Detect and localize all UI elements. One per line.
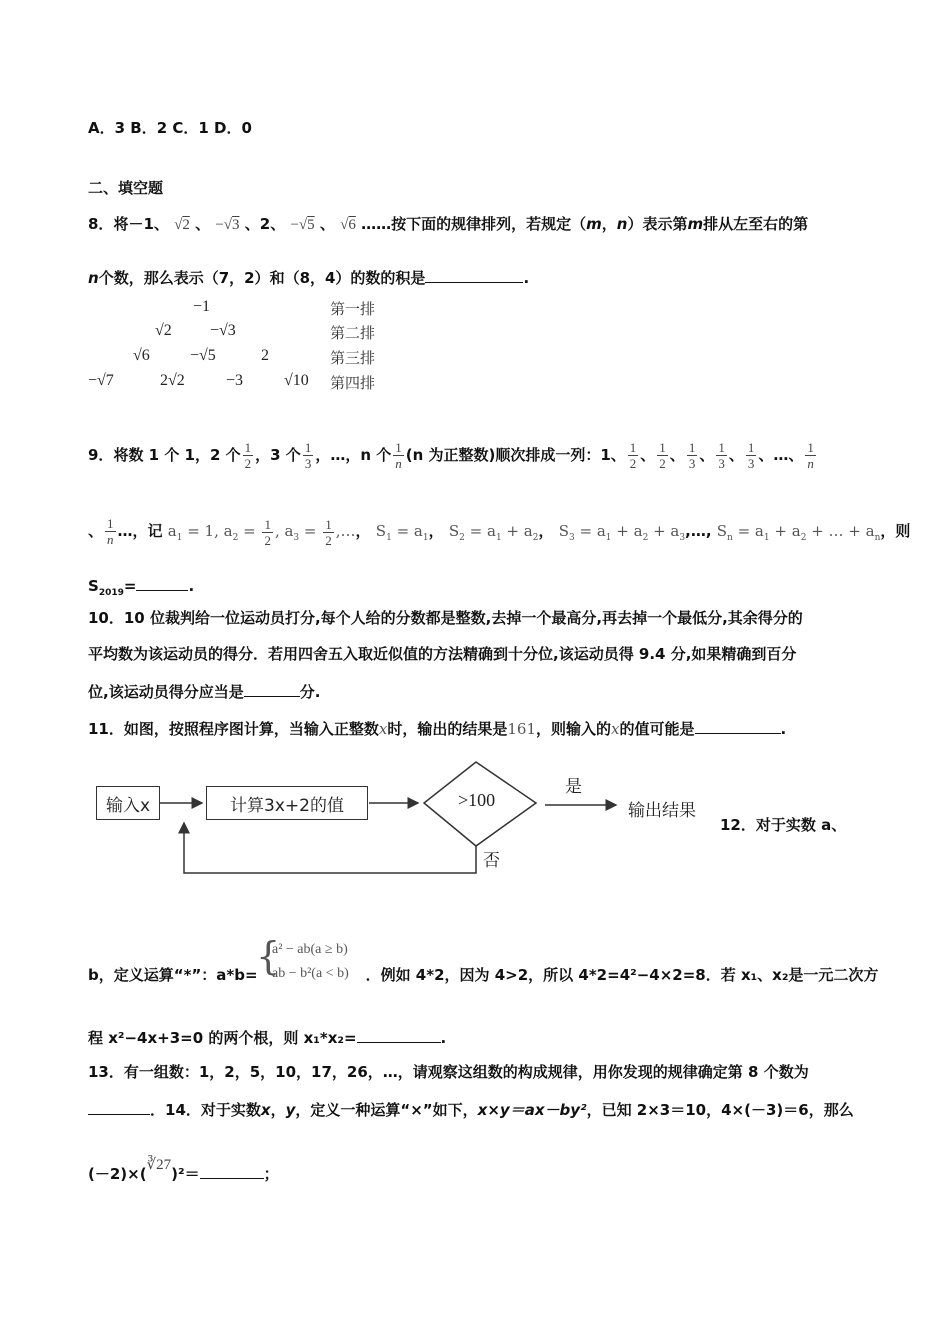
q12-lead: 12．对于实数 a、 [720, 816, 847, 834]
sqrt6: √6 [340, 217, 356, 233]
q9-line1: 9．将数 1 个 1，2 个 $\frac{1}{2}$ ，3 个 $\frac{1}{3}$ ，…，n 个 $\frac{1}{n}$ (n 为正整数)顺次排成一列：1、 $\frac{1}{2}$ 、 $\frac{1}{2}$ 、 $\frac{1}{3}$ 、 $\frac{1}{3}$ 、 $\frac{1}{3}$ 、…、 $\frac{1}{n}$ [88, 440, 814, 471]
answer-blank[interactable] [200, 1162, 264, 1179]
sqrt2: √2 [174, 217, 190, 233]
q10-line3: 位,该运动员得分应当是 分. [88, 680, 320, 702]
answer-blank[interactable] [695, 717, 781, 734]
answer-blank[interactable] [357, 1026, 441, 1043]
neg-sqrt5: −√5 [290, 217, 315, 233]
condition-label: >100 [458, 790, 496, 810]
answer-blank[interactable] [425, 266, 523, 283]
q12-line1: b，定义运算“*”：a*b= ．例如 4*2，因为 4>2，所以 4*2=4²−4×2=8．若 x₁、x₂是一元二次方 [88, 966, 879, 984]
neg-sqrt3: −√3 [215, 217, 240, 233]
q9-line2: 、 $\frac{1}{n}$ …，记 $a_1 = 1$, $a_2$ = $\frac{1}{2}$ , $a_3$ = $\frac{1}{2}$ ,…， $S_1 = a_1$， $S_2 = a_1 + a_2$， $S_3 = a_1 + a_2$ + $a_3,\dots$, $S_n = a_1 + a_2$ + … + $a_n$，则 [88, 516, 911, 548]
q10-line2: 平均数为该运动员的得分．若用四舍五入取近似值的方法精确到十分位,该运动员得 9.4 分,如果精确到百分 [88, 645, 797, 663]
cube-root-27: ∛27 [146, 1157, 172, 1173]
answer-blank[interactable] [244, 680, 300, 697]
q9-line3: $S_{2019}=$ . [88, 574, 194, 603]
q13-line1: 13．有一组数：1，2，5，10，17，26，…，请观察这组数的构成规律，用你发现的规律确定第 8 个数为 [88, 1063, 809, 1081]
answer-blank[interactable] [136, 574, 188, 591]
section-heading: 二、填空题 [88, 179, 164, 197]
answer-blank[interactable] [88, 1098, 150, 1115]
q13-q14-line: ．14．对于实数x，y，定义一种运算“×”如下，x×y＝ax－by²，已知 2×3＝10，4×(－3)＝6，那么 [88, 1098, 854, 1120]
q8-line1: 8．将－1、 √2 、 −√3 、2、 −√5 、 √6 ……按下面的规律排列，若规定（m，n）表示第m排从左至右的第 [88, 215, 809, 233]
q8-line2: n个数，那么表示（7，2）和（8，4）的数的积是 . [88, 266, 529, 288]
yes-label: 是 [565, 777, 582, 797]
q10-line1: 10．10 位裁判给一位运动员打分,每个人给的分数都是整数,去掉一个最高分,再去掉一个最低分,其余得分的 [88, 609, 803, 627]
input-box: 输入x [96, 786, 160, 820]
arrow-no-loop [184, 823, 476, 873]
compute-box: 计算3x+2的值 [206, 786, 368, 820]
q14-line2: (－2)×(∛27)²＝ ； [88, 1157, 279, 1183]
q11-line1: 11．如图，按照程序图计算，当输入正整数x时，输出的结果是161，则输入的x的值可能是 . [88, 717, 786, 739]
output-label: 输出结果 [628, 801, 696, 821]
q7-options: A．3 B．2 C．1 D．0 [88, 119, 252, 137]
no-label: 否 [483, 851, 500, 871]
q12-line2: 程 x²−4x+3=0 的两个根，则 x₁*x₂= . [88, 1026, 446, 1048]
